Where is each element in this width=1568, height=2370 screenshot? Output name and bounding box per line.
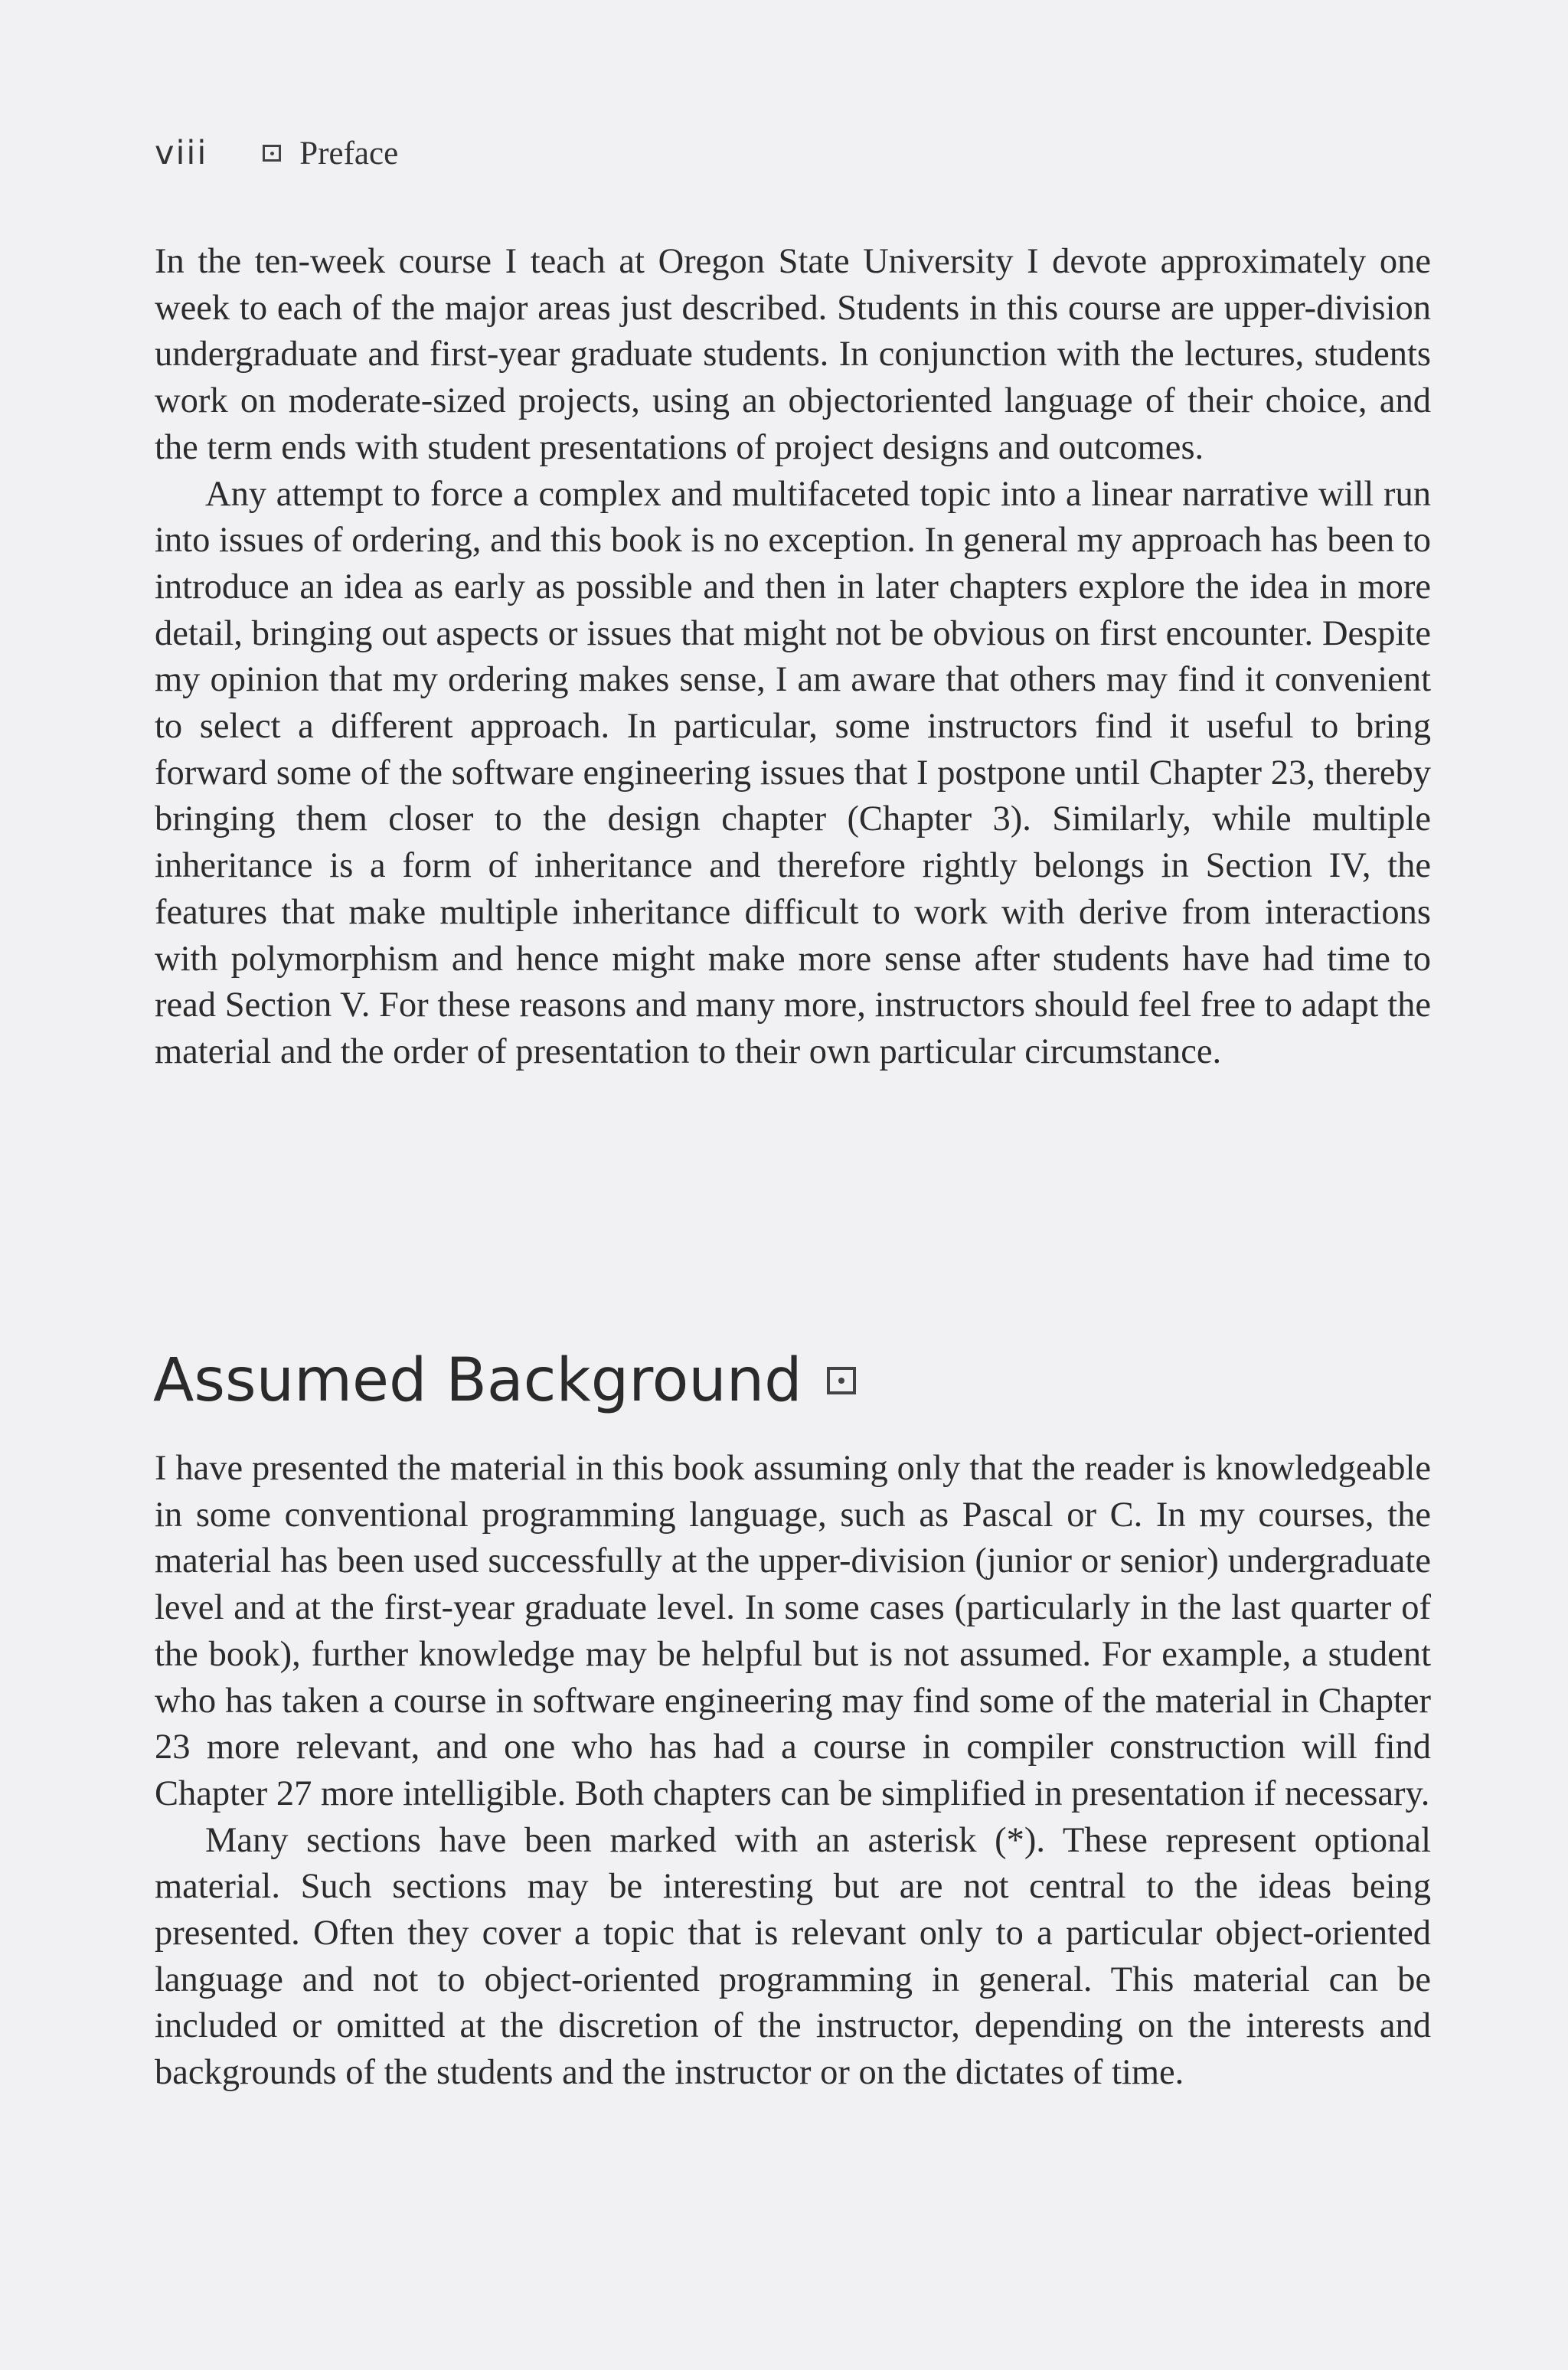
page-number: viii (155, 134, 208, 172)
running-head (155, 130, 398, 176)
paragraph: Many sections have been marked with an asterisk (*). These represent optional material. Such sections may be interesting but are not central to the ideas being presented. Often they cover a topic that is relevant only to a particular object-oriented language and not to object-oriented programming in general. This material can be included or omitted at the discretion of the instructor, depending on the interests and backgrounds of the students and the instructor or on the dictates of time. (155, 1820, 1431, 2093)
running-head-title: Preface (299, 135, 399, 172)
paragraph: Any attempt to force a complex and multifaceted topic into a linear narrative will run into issues of ordering, and this book is no exception. In general my approach has been to introduce an idea as early as possible and then in later chapters explore the idea in more detail, bringing out aspects or issues that might not be obvious on first encounter. Despite my opinion that my ordering makes sense, I am aware that others may find it convenient to select a different approach. In particular, some instructors find it useful to bring forward some of the software engineering issues that I postpone until Chapter 23, thereby bringing them closer to the design chapter (Chapter 3). Similarly, while multiple inheritance is a form of inheritance and therefore rightly belongs in Section IV, the features that make multiple inheritance difficult to work with derive from interactions with polymorphism and hence might make more sense after students have had time to read Section V. For these reasons and many more, instructors should feel free to adapt the material and the order of presentation to their own particular circumstance. (155, 474, 1431, 1071)
box-dot-icon (263, 145, 281, 162)
box-dot-icon (827, 1367, 856, 1394)
assumed-background-text-block (155, 1446, 1431, 2097)
paragraph: I have presented the material in this book assuming only that the reader is knowledgeable in some conventional programming language, such as Pascal or C. In my courses, the material has been used successfully at the upper-division (junior or senior) undergraduate level and at the first-year graduate level. In some cases (particularly in the last quarter of the book), further knowledge may be helpful but is not assumed. For example, a student who has taken a course in software engineering may find some of the material in Chapter 23 more relevant, and one who has had a course in compiler construction will find Chapter 27 more intelligible. Both chapters can be simplified in presentation if necessary. (155, 1449, 1431, 1813)
section-heading (153, 1339, 856, 1423)
section-heading-text: Assumed Background (153, 1346, 802, 1415)
paragraph: In the ten-week course I teach at Oregon State University I devote approximately one week to each of the major areas just described. Students in this course are upper-division undergraduate and first-year graduate students. In conjunction with the lectures, students work on moderate-sized projects, using an objectoriented language of their choice, and the term ends with student presentations of project designs and outcomes. (155, 242, 1431, 467)
preface-text-block (155, 239, 1431, 1076)
